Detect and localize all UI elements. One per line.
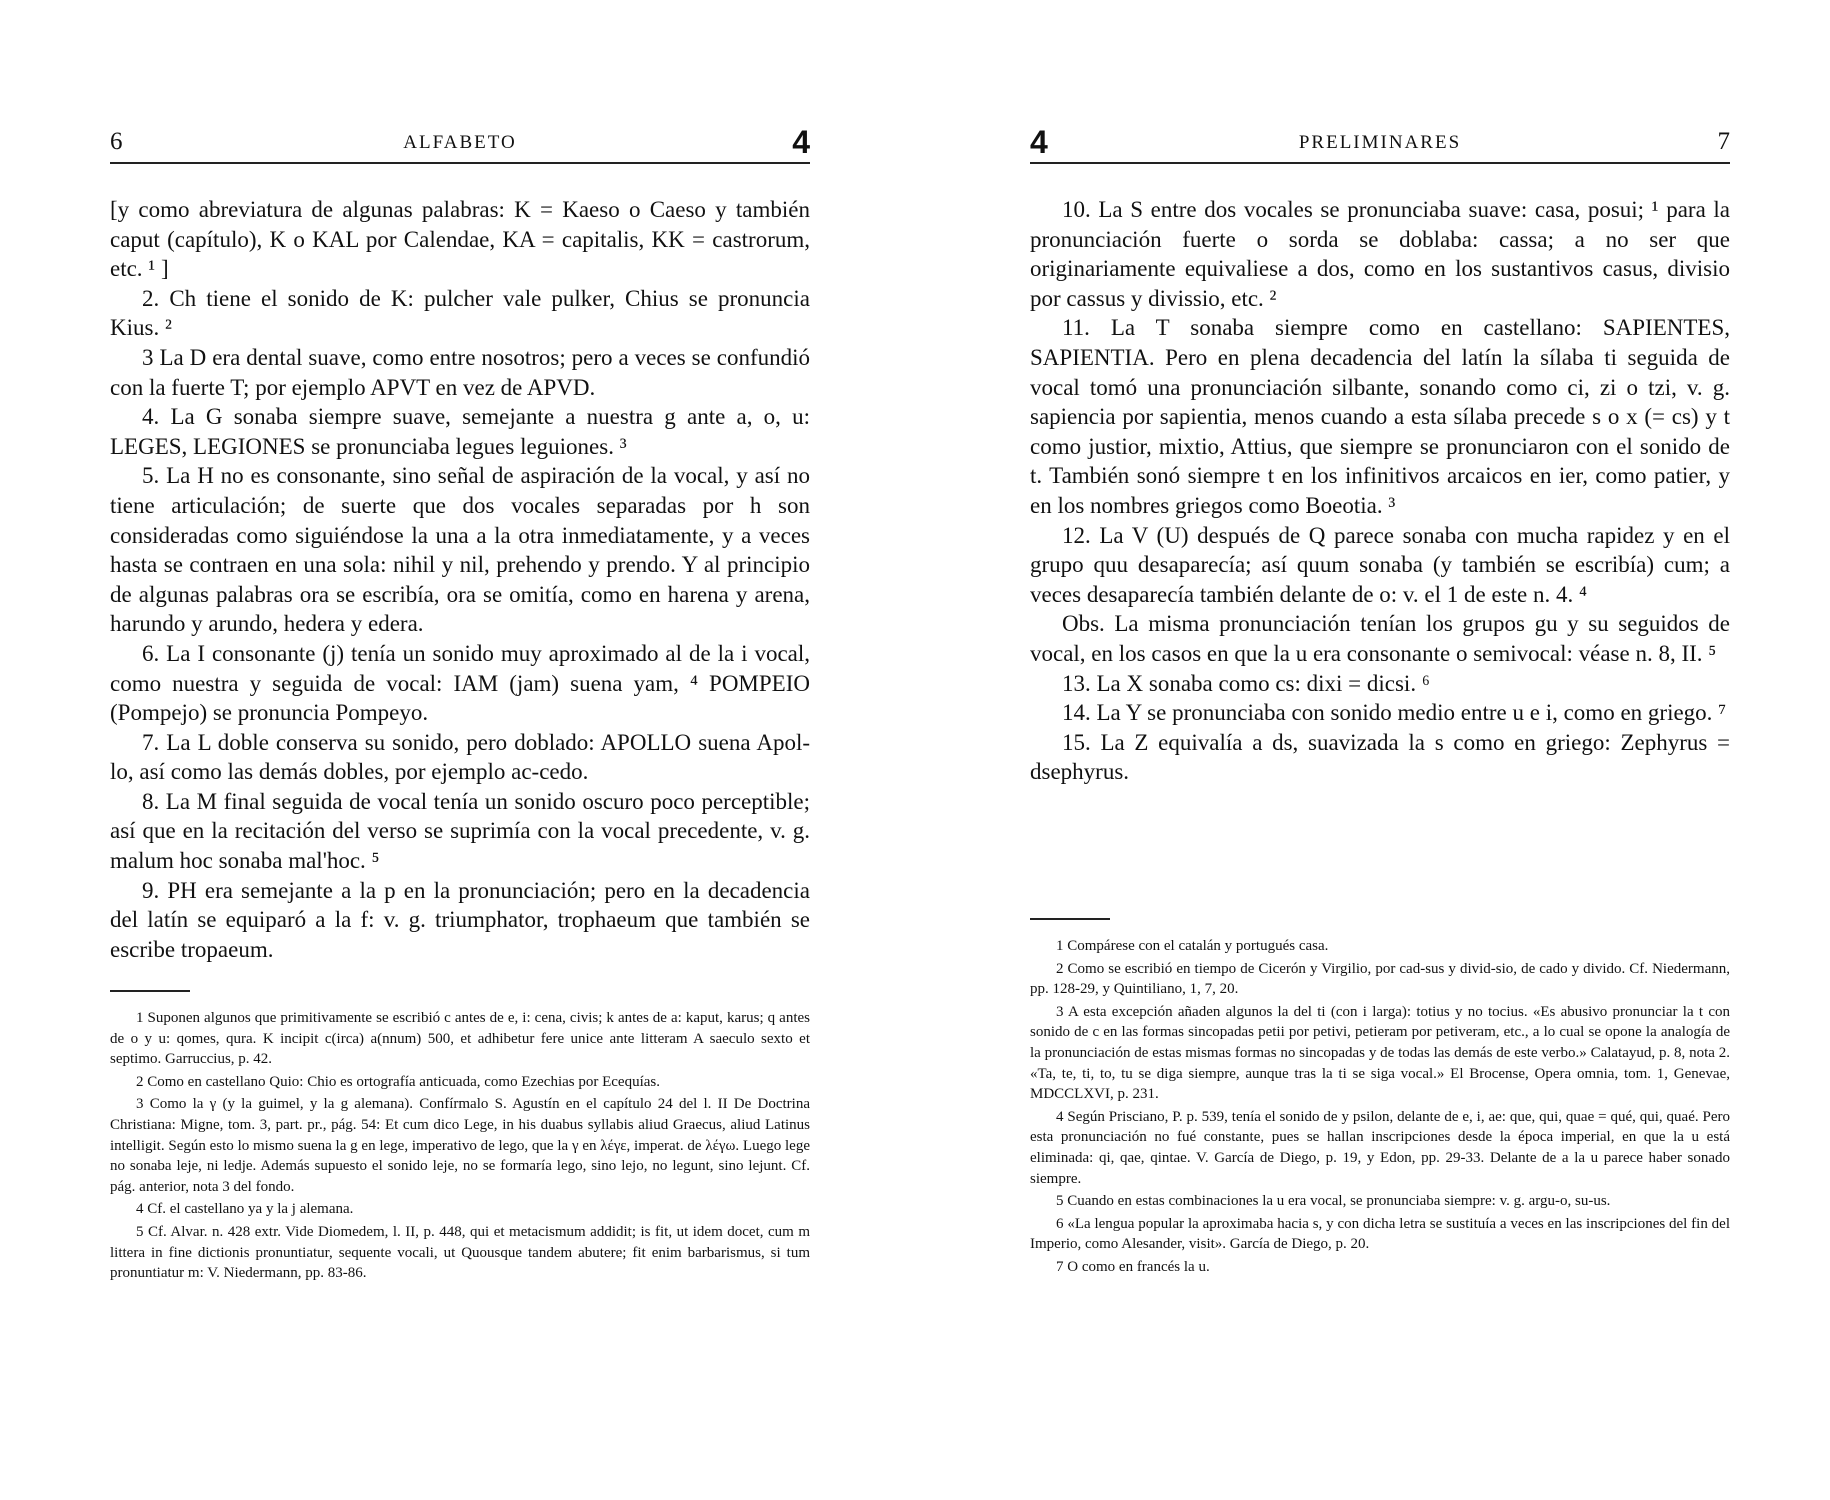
- footnote: 7 O como en francés la u.: [1056, 1258, 1210, 1275]
- paragraph: 2. Ch tiene el sonido de K: pulcher vale pulker, Chius se pronuncia Kius. ²: [110, 285, 810, 341]
- paragraph: 6. La I consonante (j) tenía un sonido muy aproximado al de la i vocal, como nuestra y seguida de vocal: IAM (jam) suena yam, ⁴ POMPEIO (Pompejo) se pronuncia Pompeyo.: [110, 640, 810, 726]
- running-head: PRELIMINARES: [1298, 132, 1462, 153]
- footnote: 3 A esta excepción añaden algunos la del ti (con i larga): totius y no tocius. «Es abusivo pronunciar la t con sonido de c en las formas sincopadas petii por petivi, petieram por petiveram, etc., a lo cual se opone la analogía de la pronunciación de estas mismas formas no sincopadas y de todas las demás de este verbo.» Calatayud, p. 8, nota 2. «Ta, te, ti, to, tu se diga siempre, aunque tras la ti se siga vocal.» El Brocense, Opera omnia, tom. 1, Genevae, MDCCLXVI, p. 231.: [1030, 1003, 1730, 1103]
- right-page: [1030, 0, 1730, 1500]
- footnote-rule: [1030, 918, 1110, 920]
- paragraph: 14. La Y se pronunciaba con sonido medio entre u e i, como en griego. ⁷: [1062, 700, 1727, 726]
- paragraph: 12. La V (U) después de Q parece sonaba con mucha rapidez y en el grupo quu desaparecía; así quum sonaba (y también se escribía) cum; a veces desaparecía también delante de o: v. el 1 de este n. 4. ⁴: [1030, 522, 1730, 607]
- paragraph: 3 La D era dental suave, como entre nosotros; pero a veces se confundió con la fuerte T; por ejemplo APVT en vez de APVD.: [110, 344, 810, 400]
- left-page: [110, 0, 810, 1500]
- paragraph: 11. La T sonaba siempre como en castellano: SAPIENTES, SAPIENTIA. Pero en plena decadencia del latín la sílaba ti seguida de vocal tomó una pronunciación silbante, sonando como ci, zi o tzi, v. g. sapiencia por sapientia, menos cuando a esta sílaba precede s o x (= cs) y t como justior, mixtio, Attius, que siempre se pronunciaron con el sonido de t. También sonó siempre t en los infinitivos arcaicos en ier, como patier, y en los nombres griegos como Boeotia. ³: [1030, 315, 1730, 518]
- paragraph: 13. La X sonaba como cs: dixi = dicsi. ⁶: [1062, 670, 1430, 696]
- footnote: 5 Cuando en estas combinaciones la u era vocal, se pronunciaba siempre: v. g. argu-o, su-us.: [1056, 1193, 1611, 1210]
- footnote-rule: [110, 990, 190, 992]
- footnote: 6 «La lengua popular la aproximaba hacia s, y con dicha letra se sustituía a veces en las inscripciones del fin del Imperio, como Alesander, visit». García de Diego, p. 20.: [1030, 1215, 1730, 1253]
- page-number: 6: [110, 128, 123, 155]
- section-number: 4: [1030, 124, 1048, 160]
- paragraph: Obs. La misma pronunciación tenían los grupos gu y su seguidos de vocal, en los casos en que la u era consonante o semivocal: véase n. 8, II. ⁵: [1030, 611, 1730, 666]
- footnotes: [110, 1008, 810, 1286]
- paragraph: 4. La G sonaba siempre suave, semejante a nuestra g ante a, o, u: LEGES, LEGIONES se pronunciaba legues leguiones. ³: [110, 404, 810, 459]
- footnotes: [1030, 936, 1730, 1280]
- footnote: 4 Según Prisciano, P. p. 539, tenía el sonido de y psilon, delante de e, i, ae: que, qui, quae = qué, qui, quaé. Pero esta pronunciación no fué constante, pues se hallan inscripciones desde la época imperial, en que la u está eliminada: qi, qae, qintae. V. García de Diego, p. 19, y Edon, pp. 29-33. Delante de a la u parece haber sonado siempre.: [1030, 1108, 1730, 1187]
- body-text: [1030, 195, 1730, 787]
- paragraph: [y como abreviatura de algunas palabras: K = Kaeso o Caeso y también caput (capítulo), K o KAL por Calendae, KA = capitalis, KK = castrorum, etc. ¹ ]: [110, 197, 810, 282]
- footnote: 2 Como en castellano Quio: Chio es ortografía anticuada, como Ezechias por Ecequías.: [136, 1073, 660, 1090]
- paragraph: 7. La L doble conserva su sonido, pero doblado: APOLLO suena Apol-lo, así como las demás dobles, por ejemplo ac-cedo.: [110, 729, 810, 785]
- footnote: 2 Como se escribió en tiempo de Cicerón y Virgilio, por cad-sus y divid-sio, de cado y divido. Cf. Niedermann, pp. 128-29, y Quintiliano, 1, 7, 20.: [1030, 960, 1730, 998]
- body-text: [110, 195, 810, 964]
- page-header: [1030, 124, 1730, 164]
- section-number: 4: [792, 124, 810, 160]
- footnote: 1 Suponen algunos que primitivamente se escribió c antes de e, i: cena, civis; k antes de a: kaput, karus; q antes de o y u: qomes, qura. K incipit c(irca) a(nnum) 500, et adhibetur fere unice ante litteram A saeculo sexto et septimo. Garruccius, p. 42.: [110, 1010, 810, 1068]
- footnote: 4 Cf. el castellano ya y la j alemana.: [136, 1201, 354, 1218]
- page-number: 7: [1717, 128, 1730, 155]
- paragraph: 5. La H no es consonante, sino señal de aspiración de la vocal, y así no tiene articulación; de suerte que dos vocales separadas por h son consideradas como siguiéndose la una a la otra inmediatamente, y a veces hasta se contraen en una sola: nihil y nil, prehendo y prendo. Y al principio de algunas palabras ora se escribía, ora se omitía, como en harena y arena, harundo y arundo, hedera y edera.: [110, 463, 810, 637]
- footnote: 3 Como la γ (y la guimel, y la g alemana). Confírmalo S. Agustín en el capítulo 24 del l. II De Doctrina Christiana: Migne, tom. 3, part. pr., pág. 54: Et cum dico Lege, in his duabus syllabis aliud Graecus, aliud Latinus intelligit. Según esto lo mismo suena la g en lege, imperativo de lego, que la γ en λέγε, imperat. de λέγω. Luego lege no sonaba leje, ni ledje. Además supuesto el sonido leje, no se formaría lego, sino lejo, no legunt, sino lejunt. Cf. pág. anterior, nota 3 del fondo.: [110, 1096, 810, 1195]
- paragraph: 15. La Z equivalía a ds, suavizada la s como en griego: Zephyrus = dsephyrus.: [1030, 729, 1730, 785]
- paragraph: 9. PH era semejante a la p en la pronunciación; pero en la decadencia del latín se equiparó a la f: v. g. triumphator, trophaeum que también se escribe tropaeum.: [110, 877, 810, 962]
- paragraph: 10. La S entre dos vocales se pronunciaba suave: casa, posui; ¹ para la pronunciación fuerte o sorda se doblaba: cassa; a no ser que originariamente equivaliese a dos, como en los sustantivos casus, divisio por cassus y divissio, etc. ²: [1030, 197, 1730, 311]
- paragraph: 8. La M final seguida de vocal tenía un sonido oscuro poco perceptible; así que en la recitación del verso se suprimía con la vocal precedente, v. g. malum hoc sonaba mal'hoc. ⁵: [110, 788, 810, 874]
- page-header: [110, 124, 810, 164]
- footnote: 1 Compárese con el catalán y portugués casa.: [1056, 938, 1329, 954]
- running-head: ALFABETO: [403, 132, 517, 153]
- footnote: 5 Cf. Alvar. n. 428 extr. Vide Diomedem, l. II, p. 448, qui et metacismum addidit; is fit, ut idem docet, cum m littera in fine dictionis pronuntiatur, sequente vocali, ut Quousque tandem abutere; fit enim barbarismus, si tum pronuntiatur m: V. Niedermann, pp. 83-86.: [110, 1223, 810, 1282]
